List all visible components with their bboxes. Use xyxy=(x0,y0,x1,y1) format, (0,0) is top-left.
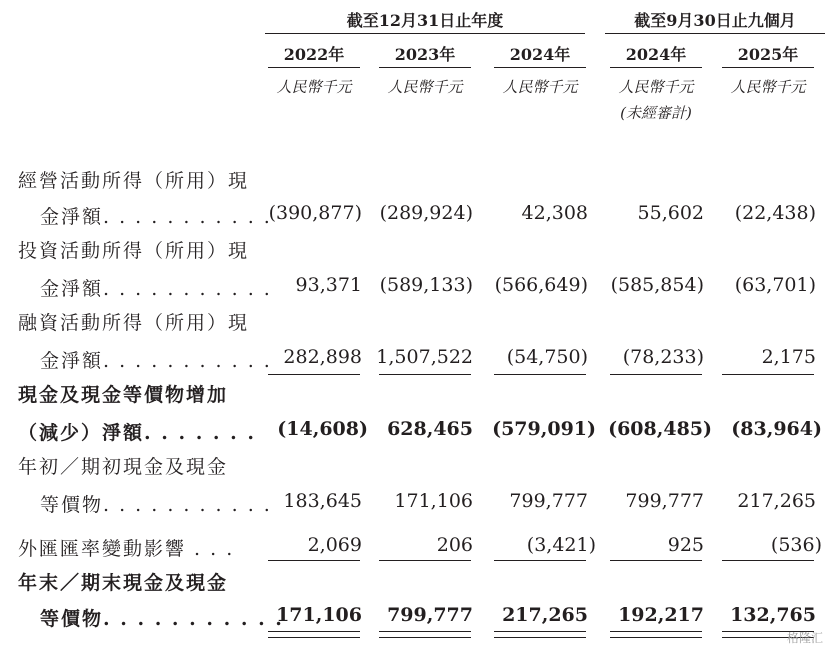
table-cell: 799,777 xyxy=(625,490,704,512)
total-double-rule xyxy=(379,631,471,638)
table-cell: 171,106 xyxy=(276,604,362,626)
table-cell: (390,877) xyxy=(268,202,362,224)
row-investing-label-2: 金淨額. . . . . . . . . . . xyxy=(40,278,272,300)
table-cell: 2,069 xyxy=(307,534,362,556)
table-cell: (54,750) xyxy=(506,346,588,368)
table-cell: 42,308 xyxy=(521,202,588,224)
table-cell: (22,438) xyxy=(734,202,816,224)
subtotal-rule xyxy=(268,560,360,561)
row-net-change-label-2: （減少）淨額. . . . . . . xyxy=(18,422,256,444)
table-cell: 1,507,522 xyxy=(376,346,473,368)
unit-label: 人民幣千元 xyxy=(730,78,806,96)
table-cell: 799,777 xyxy=(387,604,473,626)
row-opening-label-1: 年初／期初現金及現金 xyxy=(18,456,229,478)
row-financing-label-2: 金淨額. . . . . . . . . . . xyxy=(40,350,272,372)
table-cell: (3,421) xyxy=(526,534,596,556)
header-group-nine-rule xyxy=(605,33,825,34)
table-cell: 282,898 xyxy=(283,346,362,368)
table-cell: (78,233) xyxy=(622,346,704,368)
year-rule xyxy=(268,67,360,68)
table-cell: 93,371 xyxy=(295,274,362,296)
year-2024-nine: 2024年 xyxy=(625,45,687,64)
table-cell: 206 xyxy=(436,534,473,556)
table-cell: (536) xyxy=(770,534,822,556)
table-cell: (589,133) xyxy=(379,274,473,296)
table-cell: 192,217 xyxy=(618,604,704,626)
subtotal-rule xyxy=(268,374,360,375)
year-2024: 2024年 xyxy=(509,45,571,64)
table-cell: 171,106 xyxy=(394,490,473,512)
table-cell: (289,924) xyxy=(379,202,473,224)
subtotal-rule xyxy=(379,560,471,561)
row-operating-label-2: 金淨額. . . . . . . . . . . xyxy=(40,206,272,228)
subtotal-rule xyxy=(722,560,814,561)
table-cell: 628,465 xyxy=(387,418,473,440)
row-closing-label-2: 等價物. . . . . . . . . . . xyxy=(40,608,284,630)
unaudited-note: (未經審計) xyxy=(620,104,692,122)
unit-label: 人民幣千元 xyxy=(618,78,694,96)
year-2025-nine: 2025年 xyxy=(737,45,799,64)
table-cell: 55,602 xyxy=(637,202,704,224)
subtotal-rule xyxy=(379,374,471,375)
header-group-year-rule xyxy=(265,33,585,34)
table-cell: 2,175 xyxy=(761,346,816,368)
row-opening-label-2: 等價物. . . . . . . . . . . xyxy=(40,494,272,516)
watermark: 格隆汇 xyxy=(786,631,823,645)
year-rule xyxy=(494,67,586,68)
row-financing-label-1: 融資活動所得（所用）現 xyxy=(18,312,250,334)
year-2022: 2022年 xyxy=(283,45,345,64)
row-investing-label-1: 投資活動所得（所用）現 xyxy=(18,240,250,262)
table-cell: (608,485) xyxy=(608,418,712,440)
row-net-change-label-1: 現金及現金等價物增加 xyxy=(18,384,229,406)
subtotal-rule xyxy=(610,374,702,375)
year-rule xyxy=(722,67,814,68)
table-cell: 132,765 xyxy=(730,604,816,626)
year-2023: 2023年 xyxy=(394,45,456,64)
unit-label: 人民幣千元 xyxy=(502,78,578,96)
unit-label: 人民幣千元 xyxy=(387,78,463,96)
unit-label: 人民幣千元 xyxy=(276,78,352,96)
row-closing-label-1: 年末／期末現金及現金 xyxy=(18,572,229,594)
year-rule xyxy=(610,67,702,68)
total-double-rule xyxy=(268,631,360,638)
table-cell: 925 xyxy=(667,534,704,556)
table-cell: (585,854) xyxy=(610,274,704,296)
header-group-year: 截至12月31日止年度 xyxy=(346,11,504,30)
table-cell: (83,964) xyxy=(731,418,822,440)
table-cell: 799,777 xyxy=(509,490,588,512)
table-cell: 217,265 xyxy=(502,604,588,626)
table-cell: 183,645 xyxy=(283,490,362,512)
subtotal-rule xyxy=(722,374,814,375)
table-cell: (14,608) xyxy=(277,418,368,440)
table-cell: (63,701) xyxy=(734,274,816,296)
total-double-rule xyxy=(610,631,702,638)
row-fx-label: 外匯匯率變動影響 . . . xyxy=(18,538,235,560)
table-cell: (566,649) xyxy=(494,274,588,296)
total-double-rule xyxy=(494,631,586,638)
subtotal-rule xyxy=(610,560,702,561)
table-cell: (579,091) xyxy=(492,418,596,440)
subtotal-rule xyxy=(494,560,586,561)
row-operating-label-1: 經營活動所得（所用）現 xyxy=(18,170,250,192)
subtotal-rule xyxy=(494,374,586,375)
header-group-nine: 截至9月30日止九個月 xyxy=(634,11,796,30)
table-cell: 217,265 xyxy=(737,490,816,512)
year-rule xyxy=(379,67,471,68)
